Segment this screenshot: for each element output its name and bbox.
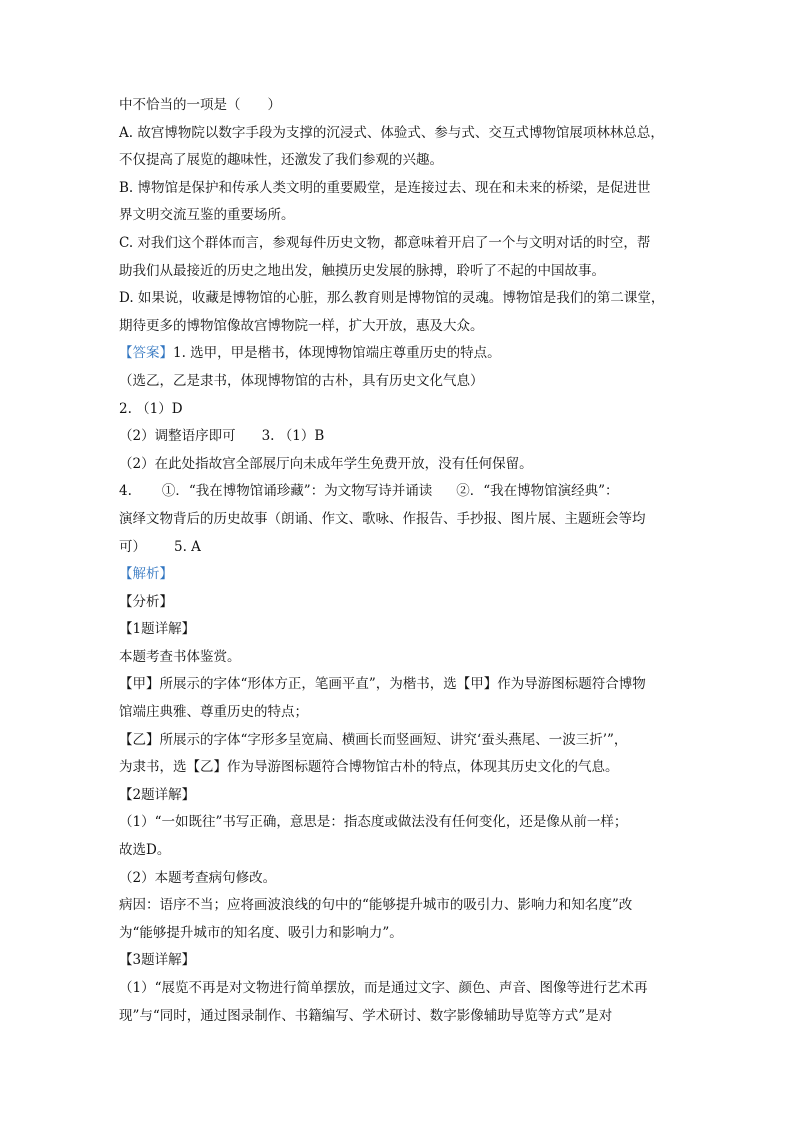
analysis-line: （1）“一如既往”书写正确，意思是：指态度或做法没有任何变化，还是像从前一样； [119, 814, 628, 831]
option-c-line-2: 助我们从最接近的历史之地出发，触摸历史发展的脉搏，聆听了不起的中国故事。 [119, 262, 605, 279]
analysis-heading [119, 561, 679, 589]
section-heading-q1: 【1题详解】 [119, 621, 196, 638]
section-heading-q2: 【2题详解】 [119, 786, 196, 803]
analysis-line: 病因：语序不当；应将画波浪线的句中的“能够提升城市的吸引力、影响力和知名度”改 [119, 897, 633, 914]
answer-line-6: 4. ①．“我在博物馆诵珍藏”：为文物写诗并诵读 ②．“我在博物馆演经典”： [119, 483, 619, 500]
option-b-line-1: B. 博物馆是保护和传承人类文明的重要殿堂，是连接过去、现在和未来的桥梁，是促进世 [119, 179, 651, 196]
answer-line-3: 2. （1）D [119, 400, 183, 417]
answer-line-4: （2）调整语序即可 3. （1）B [119, 428, 325, 445]
analysis-line: 【甲】所展示的字体“形体方正，笔画平直”，为楷书，选【甲】作为导游图标题符合博物 [119, 676, 646, 693]
option-a-line-1: A. 故宫博物院以数字手段为支撑的沉浸式、体验式、参与式、交互式博物馆展项林林总总， [119, 124, 664, 141]
option-b-line-2: 界文明交流互鉴的重要场所。 [119, 207, 295, 224]
option-c-line-1: C. 对我们这个群体而言，参观每件历史文物，都意味着开启了一个与文明对话的时空，帮 [119, 234, 651, 251]
answer-tag: 【答案】 [119, 345, 173, 362]
answer-line-7: 演绎文物背后的历史故事（朗诵、作文、歌咏、作报告、手抄报、图片展、主题班会等均 [119, 510, 646, 527]
answer-line-2: （选乙，乙是隶书，体现博物馆的古朴，具有历史文化气息） [119, 372, 484, 389]
analysis-line: 为隶书，选【乙】作为导游图标题符合博物馆古朴的特点，体现其历史文化的气息。 [119, 759, 619, 776]
section-heading-q3: 【3题详解】 [119, 952, 196, 969]
answer-line-5: （2）在此处指故宫全部展厅向未成年学生免费开放，没有任何保留。 [119, 455, 533, 472]
answer-line-1: 【答案】1. 选甲，甲是楷书，体现博物馆端庄尊重历史的特点。 [119, 345, 501, 362]
analysis-line: 【乙】所展示的字体“字形多呈宽扁、横画长而竖画短、讲究‘蚕头燕尾、一波三折’”， [119, 731, 628, 748]
option-d-line-2: 期待更多的博物馆像故宫博物院一样，扩大开放，惠及大众。 [119, 317, 484, 334]
analysis-line: （2）本题考查病句修改。 [119, 869, 277, 886]
analysis-line: 为“能够提升城市的知名度、吸引力和影响力”。 [119, 924, 403, 941]
answer-line-8: 可） 5. A [119, 538, 201, 555]
option-a-line-2: 不仅提高了展览的趣味性，还激发了我们参观的兴趣。 [119, 152, 443, 169]
analysis-line: 馆端庄典雅、尊重历史的特点； [119, 704, 308, 721]
document-page [119, 92, 679, 1030]
analysis-line: 本题考查书体鉴赏。 [119, 648, 241, 665]
analysis-line: （1）“展览不再是对文物进行简单摆放，而是通过文字、颜色、声音、图像等进行艺术再 [119, 980, 648, 996]
section-heading-analysis: 【分析】 [119, 593, 173, 610]
analysis-line: 现”与“同时，通过图录制作、书籍编写、学术研讨、数字影像辅助导览等方式”是对 [119, 1007, 613, 1024]
option-d-line-1: D. 如果说，收藏是博物馆的心脏，那么教育则是博物馆的灵魂。博物馆是我们的第二课堂， [119, 290, 665, 307]
analysis-line: 故选D。 [119, 842, 171, 859]
analysis-tag: 【解析】 [119, 566, 173, 583]
question-stem: 中不恰当的一项是（ ） [119, 97, 281, 113]
